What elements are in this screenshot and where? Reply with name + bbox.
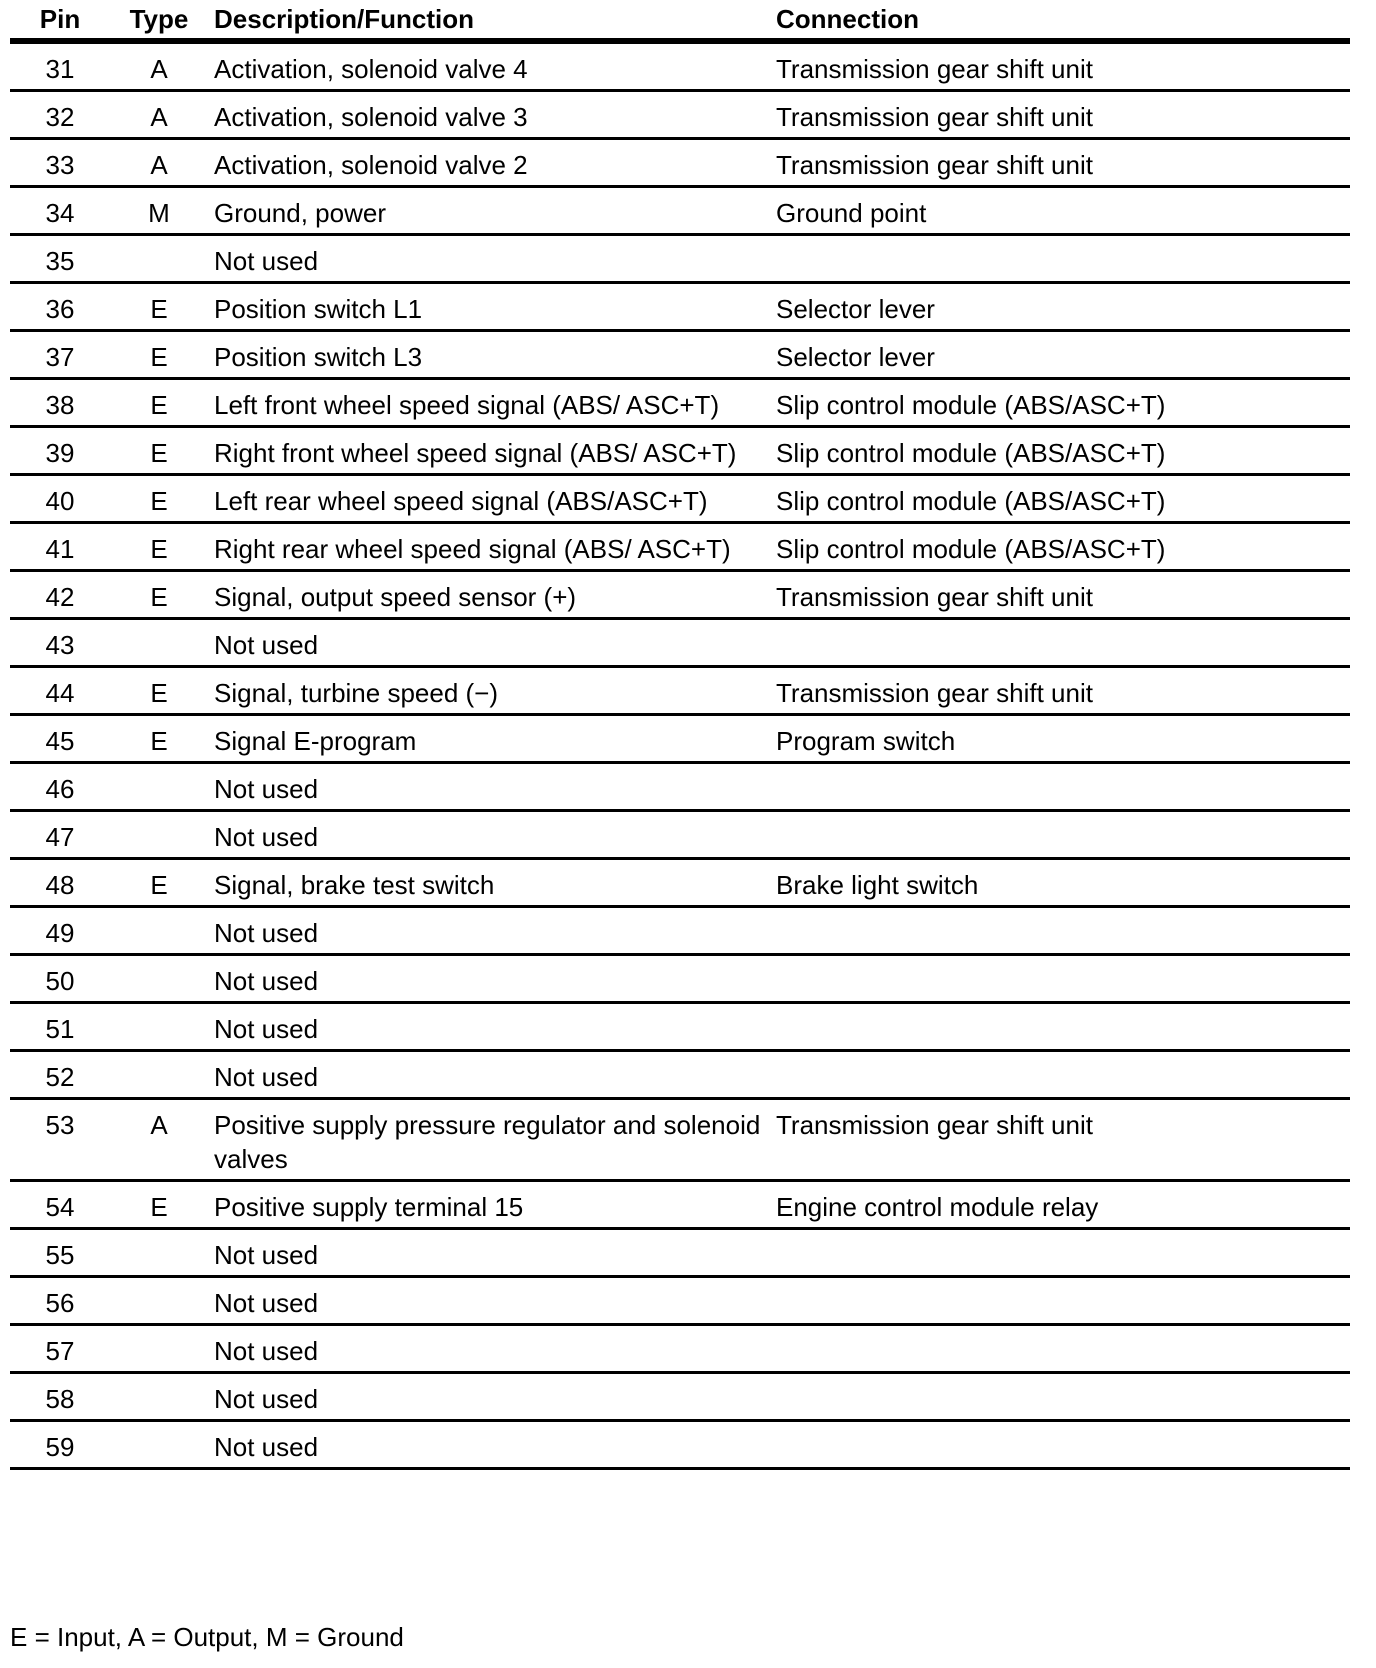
pin-cell: 58 <box>10 1373 110 1421</box>
type-cell <box>110 1421 208 1469</box>
connection-cell: Slip control module (ABS/ASC+T) <box>766 475 1350 523</box>
description-cell: Activation, solenoid valve 4 <box>208 41 766 91</box>
pin-cell: 45 <box>10 715 110 763</box>
description-cell: Right front wheel speed signal (ABS/ ASC+T) <box>208 427 766 475</box>
connection-cell: Slip control module (ABS/ASC+T) <box>766 523 1350 571</box>
type-cell: E <box>110 859 208 907</box>
table-row <box>10 955 1350 1003</box>
table-row <box>10 1181 1350 1229</box>
connection-cell <box>766 619 1350 667</box>
table-row <box>10 427 1350 475</box>
type-cell: A <box>110 139 208 187</box>
description-cell: Signal, output speed sensor (+) <box>208 571 766 619</box>
type-cell <box>110 1277 208 1325</box>
pin-cell: 59 <box>10 1421 110 1469</box>
type-cell: E <box>110 475 208 523</box>
header-type: Type <box>110 0 208 41</box>
table-row <box>10 763 1350 811</box>
table-row <box>10 1051 1350 1099</box>
pin-cell: 51 <box>10 1003 110 1051</box>
table-row <box>10 379 1350 427</box>
type-cell: E <box>110 667 208 715</box>
table-row <box>10 907 1350 955</box>
table-row <box>10 571 1350 619</box>
connection-cell: Program switch <box>766 715 1350 763</box>
pin-cell: 53 <box>10 1099 110 1181</box>
connection-cell <box>766 811 1350 859</box>
pin-cell: 46 <box>10 763 110 811</box>
connection-cell <box>766 907 1350 955</box>
type-cell <box>110 1325 208 1373</box>
connection-cell <box>766 1421 1350 1469</box>
connection-cell: Ground point <box>766 187 1350 235</box>
type-cell: M <box>110 187 208 235</box>
table-row <box>10 667 1350 715</box>
pin-table <box>10 0 1350 1470</box>
description-cell: Not used <box>208 1325 766 1373</box>
table-row <box>10 619 1350 667</box>
table-row <box>10 715 1350 763</box>
type-cell <box>110 907 208 955</box>
header-connection: Connection <box>766 0 1350 41</box>
description-cell: Signal E-program <box>208 715 766 763</box>
type-cell: E <box>110 379 208 427</box>
description-cell: Not used <box>208 1277 766 1325</box>
connection-cell: Transmission gear shift unit <box>766 667 1350 715</box>
pin-cell: 50 <box>10 955 110 1003</box>
connection-cell: Selector lever <box>766 331 1350 379</box>
description-cell: Activation, solenoid valve 2 <box>208 139 766 187</box>
table-row <box>10 1325 1350 1373</box>
connection-cell <box>766 1003 1350 1051</box>
table-row <box>10 859 1350 907</box>
pin-cell: 47 <box>10 811 110 859</box>
description-cell: Not used <box>208 811 766 859</box>
table-row <box>10 1229 1350 1277</box>
type-cell <box>110 1373 208 1421</box>
connection-cell <box>766 1051 1350 1099</box>
table-row <box>10 187 1350 235</box>
table-row <box>10 811 1350 859</box>
connection-cell <box>766 955 1350 1003</box>
pin-cell: 42 <box>10 571 110 619</box>
pin-cell: 44 <box>10 667 110 715</box>
connection-cell: Slip control module (ABS/ASC+T) <box>766 379 1350 427</box>
table-row <box>10 1099 1350 1181</box>
table-header <box>10 0 1350 41</box>
type-cell <box>110 811 208 859</box>
type-cell: E <box>110 427 208 475</box>
pin-cell: 54 <box>10 1181 110 1229</box>
description-cell: Position switch L1 <box>208 283 766 331</box>
pin-cell: 39 <box>10 427 110 475</box>
connection-cell: Selector lever <box>766 283 1350 331</box>
pin-cell: 52 <box>10 1051 110 1099</box>
type-cell: A <box>110 41 208 91</box>
type-cell: E <box>110 715 208 763</box>
pin-cell: 37 <box>10 331 110 379</box>
pin-cell: 36 <box>10 283 110 331</box>
description-cell: Not used <box>208 1051 766 1099</box>
header-row <box>10 0 1350 41</box>
description-cell: Not used <box>208 1003 766 1051</box>
pin-cell: 31 <box>10 41 110 91</box>
connection-cell: Transmission gear shift unit <box>766 91 1350 139</box>
connection-cell <box>766 1277 1350 1325</box>
description-cell: Positive supply pressure regulator and solenoid valves <box>208 1099 766 1181</box>
description-cell: Not used <box>208 1229 766 1277</box>
type-cell <box>110 1229 208 1277</box>
table-body <box>10 41 1350 1469</box>
header-pin: Pin <box>10 0 110 41</box>
type-legend: E = Input, A = Output, M = Ground <box>10 1622 404 1652</box>
table-row <box>10 235 1350 283</box>
pin-cell: 56 <box>10 1277 110 1325</box>
pin-cell: 41 <box>10 523 110 571</box>
connection-cell: Transmission gear shift unit <box>766 1099 1350 1181</box>
description-cell: Right rear wheel speed signal (ABS/ ASC+T) <box>208 523 766 571</box>
type-cell: E <box>110 331 208 379</box>
connection-cell: Transmission gear shift unit <box>766 571 1350 619</box>
description-cell: Not used <box>208 1421 766 1469</box>
connection-cell: Transmission gear shift unit <box>766 41 1350 91</box>
type-cell: A <box>110 1099 208 1181</box>
description-cell: Left rear wheel speed signal (ABS/ASC+T) <box>208 475 766 523</box>
table-row <box>10 1373 1350 1421</box>
description-cell: Signal, turbine speed (−) <box>208 667 766 715</box>
pin-cell: 40 <box>10 475 110 523</box>
pin-cell: 33 <box>10 139 110 187</box>
type-cell <box>110 235 208 283</box>
pin-cell: 35 <box>10 235 110 283</box>
type-cell <box>110 1051 208 1099</box>
connection-cell: Slip control module (ABS/ASC+T) <box>766 427 1350 475</box>
connection-cell: Transmission gear shift unit <box>766 139 1350 187</box>
type-cell <box>110 619 208 667</box>
table-row <box>10 331 1350 379</box>
table-row <box>10 475 1350 523</box>
type-cell: E <box>110 523 208 571</box>
type-cell: E <box>110 283 208 331</box>
pin-cell: 32 <box>10 91 110 139</box>
header-description: Description/Function <box>208 0 766 41</box>
description-cell: Not used <box>208 955 766 1003</box>
table-row <box>10 139 1350 187</box>
pin-cell: 49 <box>10 907 110 955</box>
description-cell: Not used <box>208 619 766 667</box>
type-cell <box>110 763 208 811</box>
description-cell: Not used <box>208 907 766 955</box>
description-cell: Left front wheel speed signal (ABS/ ASC+T) <box>208 379 766 427</box>
table-row <box>10 91 1350 139</box>
description-cell: Activation, solenoid valve 3 <box>208 91 766 139</box>
description-cell: Not used <box>208 763 766 811</box>
description-cell: Signal, brake test switch <box>208 859 766 907</box>
type-cell: E <box>110 571 208 619</box>
connection-cell: Brake light switch <box>766 859 1350 907</box>
connection-cell <box>766 1373 1350 1421</box>
type-cell: A <box>110 91 208 139</box>
table-row <box>10 283 1350 331</box>
description-cell: Position switch L3 <box>208 331 766 379</box>
pin-cell: 38 <box>10 379 110 427</box>
type-cell <box>110 955 208 1003</box>
pin-cell: 43 <box>10 619 110 667</box>
pin-assignment-document <box>10 0 1350 1470</box>
table-row <box>10 523 1350 571</box>
pin-cell: 48 <box>10 859 110 907</box>
description-cell: Not used <box>208 235 766 283</box>
connection-cell: Engine control module relay <box>766 1181 1350 1229</box>
table-row <box>10 41 1350 91</box>
table-row <box>10 1421 1350 1469</box>
description-cell: Ground, power <box>208 187 766 235</box>
connection-cell <box>766 1325 1350 1373</box>
connection-cell <box>766 235 1350 283</box>
table-row <box>10 1003 1350 1051</box>
type-cell <box>110 1003 208 1051</box>
connection-cell <box>766 1229 1350 1277</box>
table-row <box>10 1277 1350 1325</box>
description-cell: Not used <box>208 1373 766 1421</box>
pin-cell: 57 <box>10 1325 110 1373</box>
pin-cell: 55 <box>10 1229 110 1277</box>
pin-cell: 34 <box>10 187 110 235</box>
type-cell: E <box>110 1181 208 1229</box>
description-cell: Positive supply terminal 15 <box>208 1181 766 1229</box>
connection-cell <box>766 763 1350 811</box>
